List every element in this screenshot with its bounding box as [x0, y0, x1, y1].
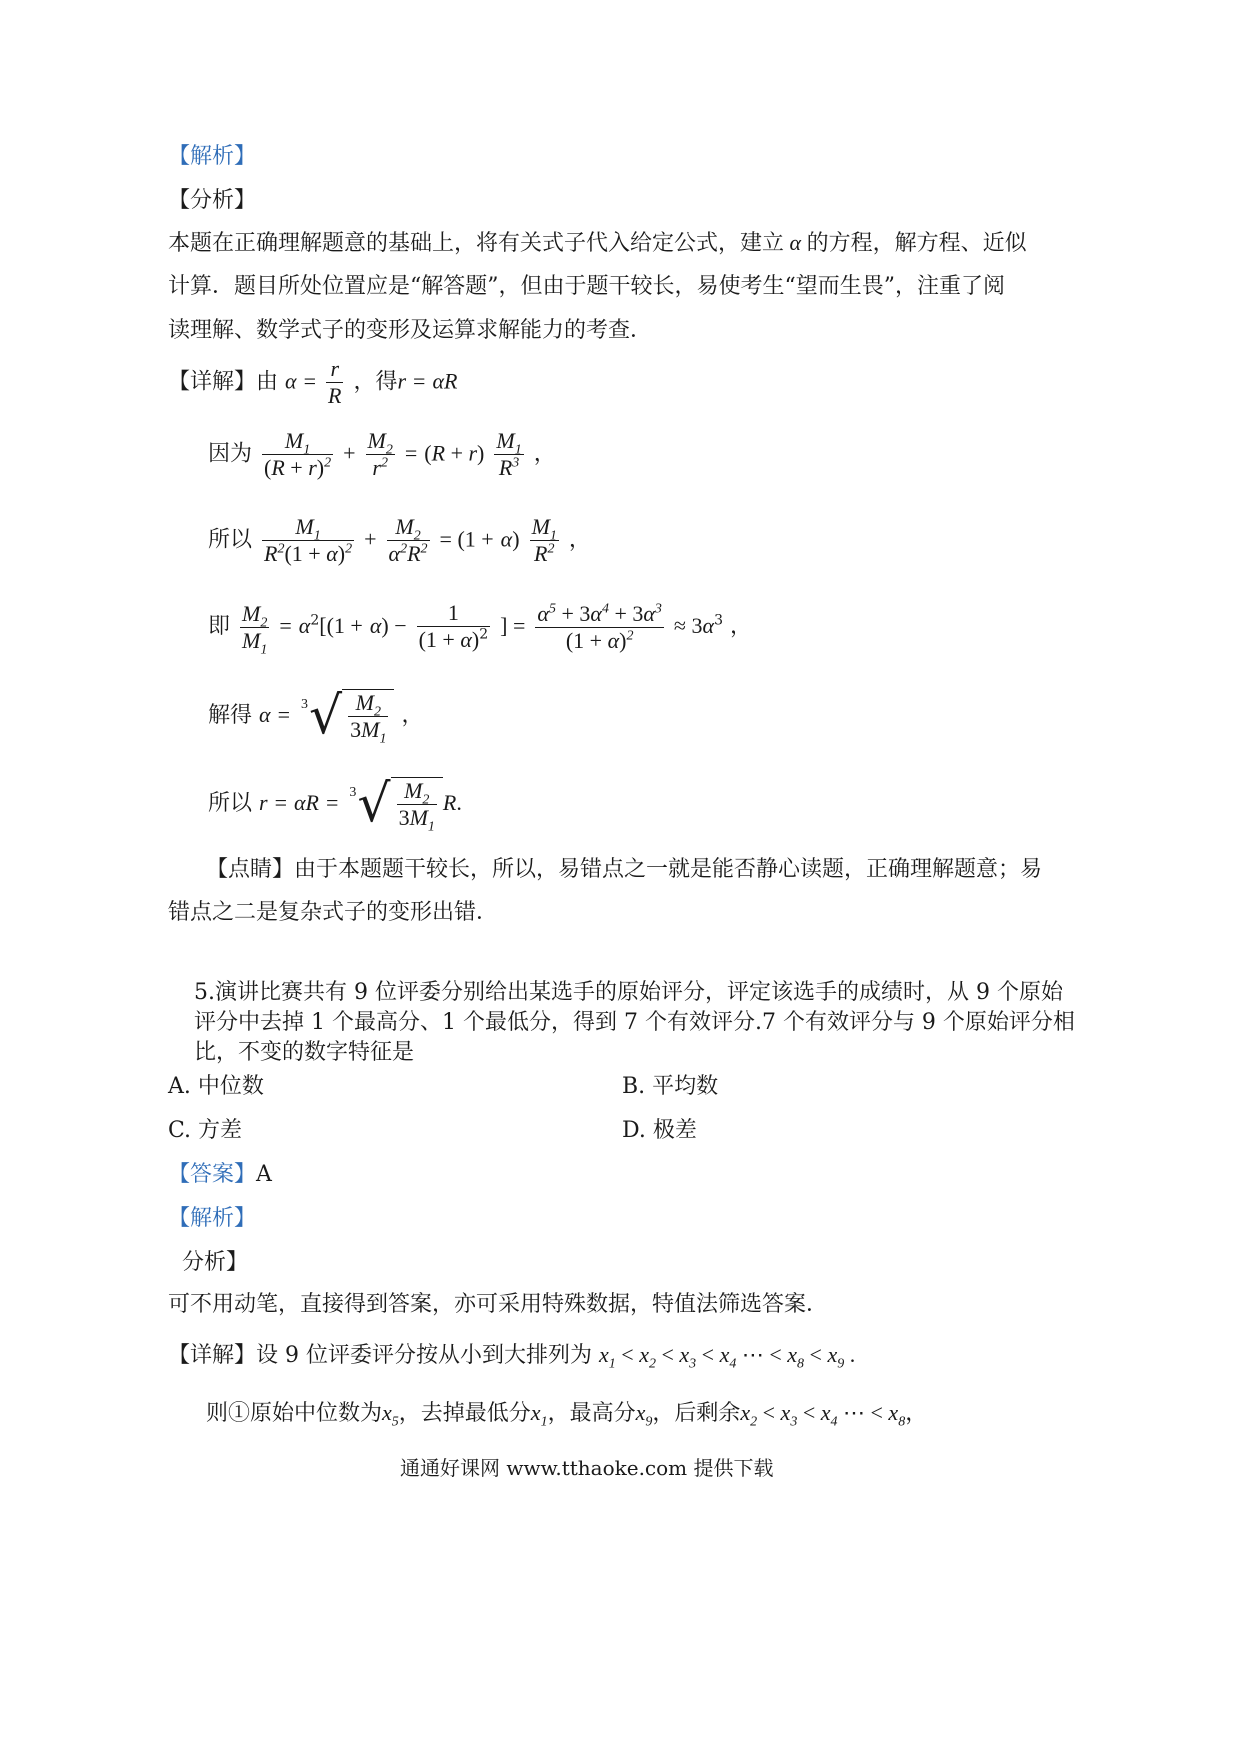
analysis-tag-2: 【解析】 — [168, 1206, 257, 1231]
analysis-subtag: 【分析】 — [168, 188, 257, 213]
cube-root: 3 √ $\frac{M_2}{3M_1}$ — [301, 688, 394, 744]
analysis-tag: 【解析】 — [168, 144, 257, 169]
note-line-2: 错点之二是复杂式子的变形出错． — [168, 900, 499, 925]
option-d: D. 极差 — [622, 1118, 697, 1143]
question-5-line-1: 5.演讲比赛共有 9 位评委分别给出某选手的原始评分，评定该选手的成绩时，从 9 个原始 — [194, 980, 1063, 1005]
question-5-line-2: 评分中去掉 1 个最高分、1 个最低分，得到 7 个有效评分.7 个有效评分与 9 个原始评分相 — [194, 1010, 1075, 1035]
equation-3-prefix: 即 — [208, 614, 231, 639]
equation-2-prefix: 所以 — [208, 527, 253, 553]
analysis-line-2: 计算．题目所处位置应是“解答题”，但由于题干较长，易使考生“望而生畏”，注重了阅 — [168, 274, 1005, 299]
detail-line-3-part-3: ，最高分 — [547, 1401, 636, 1426]
formula-fraction: $\frac{r}{R}$ — [328, 356, 342, 408]
equation-5: 所以 r = αR = 3 √ $\frac{M_2}{3M_1}$ R. — [208, 774, 462, 835]
equation-2: 所以 $\frac{M_1}{R^2(1 + \alpha)^2}$ + $\frac{M_2}{\alpha^2R^2}$ = (1 + α) $\frac{M_1}{R^2}$ ， — [208, 514, 591, 566]
equation-1: 因为 $\frac{M_1}{(R + r)^2}$ + $\frac{M_2}{r^2}$ = (R + r) $\frac{M_1}{R^3}$ ， — [208, 428, 556, 480]
detail-line-3-part-4: ，后剩余 — [652, 1401, 741, 1426]
detail-tag-2: 【详解】设 9 位评委评分按从小到大排列为 — [168, 1343, 592, 1368]
equation-1-prefix: 因为 — [208, 441, 253, 467]
analysis-line-1-tail: 的方程，解方程、近似 — [806, 231, 1027, 256]
detail-line-2: 【详解】设 9 位评委评分按从小到大排列为 $x_1 < x_2 < x_3 < x_4$ ⋯ < $x_8 < x_9$ . — [168, 1342, 856, 1372]
answer-line — [168, 1160, 272, 1190]
detail-line-3-part-2: ，去掉最低分 — [398, 1401, 531, 1426]
detail-line-1: 【详解】由 α = $\frac{r}{R}$ ，得r = αR — [168, 356, 458, 408]
detail-mid: ，得 — [353, 369, 398, 395]
analysis-line-1-text: 本题在正确理解题意的基础上，将有关式子代入给定公式，建立 — [168, 231, 785, 256]
detail-line-3: 则①原始中位数为$x_5$，去掉最低分$x_1$，最高分$x_9$，后剩余$x_2 < x_3 < x_4$ ⋯ < $x_8$， — [206, 1400, 928, 1430]
analysis-2-line: 可不用动笔，直接得到答案，亦可采用特殊数据，特值法筛选答案． — [168, 1292, 829, 1317]
question-5-line-3: 比，不变的数字特征是 — [194, 1040, 415, 1065]
page-footer: 通通好课网 www.tthaoke.com 提供下载 — [400, 1456, 774, 1480]
answer-value: A — [256, 1162, 272, 1187]
option-b: B. 平均数 — [622, 1074, 719, 1099]
option-c: C. 方差 — [168, 1118, 243, 1143]
equation-5-prefix: 所以 — [208, 791, 253, 816]
equation-4: 解得 α = 3 √ $\frac{M_2}{3M_1}$ ， — [208, 686, 424, 747]
note-line-1: 【点睛】由于本题题干较长，所以，易错点之一就是能否静心读题，正确理解题意；易 — [206, 857, 1043, 882]
detail-tag: 【详解】由 — [168, 369, 279, 395]
analysis-line-3: 读理解、数学式子的变形及运算求解能力的考查． — [168, 318, 653, 343]
analysis-subtag-2: 分析】 — [182, 1250, 249, 1275]
equation-3: 即 $\frac{M_2}{M_1}$ = $\alpha^2[(1 + \alpha)$ − $\frac{1}{(1 + \alpha)^2}$ ] = $\frac{\alpha^5 + 3\alpha^4 + 3\alpha^3}{(1 + \alpha)^2}$ ≈ $3\alpha^3$ ， — [208, 600, 752, 657]
option-a: A. 中位数 — [168, 1074, 264, 1099]
equation-4-prefix: 解得 — [208, 703, 253, 728]
answer-tag: 【答案】 — [168, 1162, 257, 1187]
detail-line-3-part-1: 则①原始中位数为 — [206, 1401, 383, 1426]
cube-root: 3 √ $\frac{M_2}{3M_1}$ — [349, 776, 442, 832]
analysis-line-1: 本题在正确理解题意的基础上，将有关式子代入给定公式，建立 α 的方程，解方程、近似 — [168, 230, 1027, 256]
